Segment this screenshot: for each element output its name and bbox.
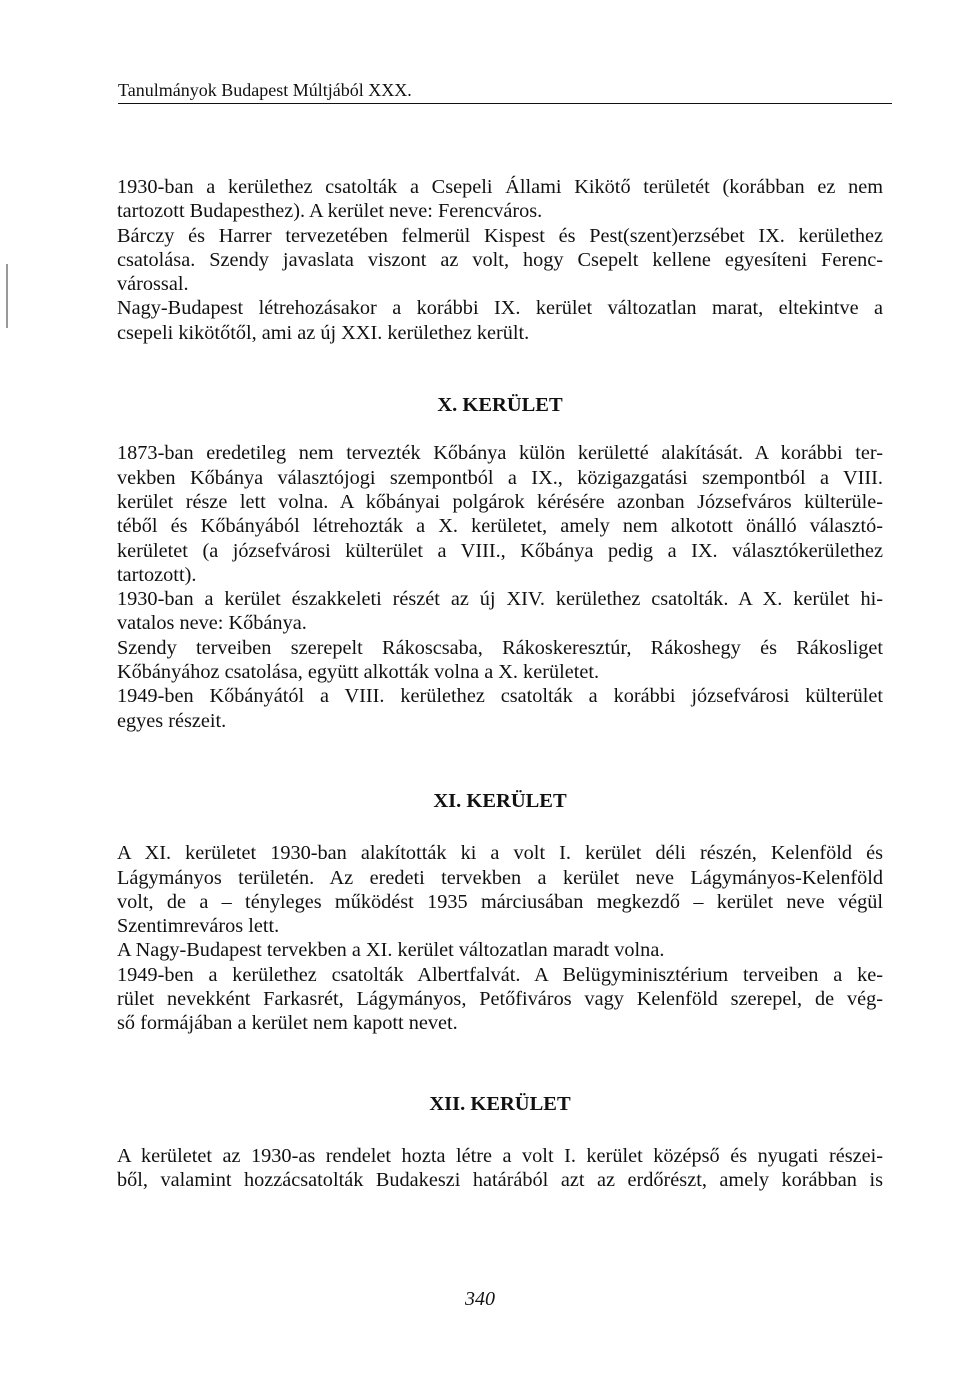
text-line: kerület része lett volna. A kőbányai polgárok kérésére azonban Józsefváros külterüle- [117,490,883,513]
text-line: tartozott Budapesthez). A kerület neve: Ferencváros. [117,200,543,223]
section [117,733,883,1036]
text-line: Bárczy és Harrer tervezetében felmerül Kispest és Pest(szent)erzsébet IX. kerülethez [117,224,883,247]
text-line: ső formájában a kerület nem kapott nevet. [117,1012,458,1035]
heading-spacer [117,813,883,841]
text-line: egyes részeit. [117,709,227,732]
running-title: Tanulmányok Budapest Múltjából XXX. [118,80,412,100]
scan-margin-mark [6,264,8,328]
page-footer [0,1288,960,1311]
section-spacer [117,733,883,789]
text-line: 1949-ben Kőbányától a VIII. kerülethez csatolták a korábbi józsefvárosi külterület [117,685,883,708]
section [117,345,883,733]
text-line: 1930-ban a kerülethez csatolták a Csepeli Állami Kikötő területét (korábban ez nem [117,176,883,198]
text-line: tartozott). [117,563,197,586]
page-body [117,175,883,1193]
text-line: volt, de a – tényleges működést 1935 márciusában megkezdő – kerület neve végül [117,890,883,913]
text-line: Szentimreváros lett. [117,915,280,938]
text-line: vatalos neve: Kőbánya. [117,612,307,635]
text-line: téből és Kőbányából létrehozták a X. kerületet, amely nem alkotott önálló választó- [117,515,883,538]
text-line: 1949-ben a kerülethez csatolták Albertfalvát. A Belügyminisztérium terveiben a ke- [117,963,883,986]
text-line: A kerületet az 1930-as rendelet hozta létre a volt I. kerület középső és nyugati részei- [117,1144,883,1167]
text-line: várossal. [117,273,189,296]
text-line: 1930-ban a kerület északkeleti részét az új XIV. kerülethez csatolták. A X. kerület hi- [117,588,883,611]
text-line: Szendy terveiben szerepelt Rákoscsaba, Rákoskeresztúr, Rákoshegy és Rákosliget [117,636,883,659]
text-line: csatolása. Szendy javaslata viszont az volt, hogy Csepelt kellene egyesíteni Ferenc- [117,248,883,271]
text-line: Lágymányos területén. Az eredeti tervekben a kerület neve Lágymányos-Kelenföld [117,866,883,889]
section-heading: X. KERÜLET [437,394,563,417]
text-line: Nagy-Budapest létrehozásakor a korábbi IX. kerület változatlan marat, eltekintve a [117,297,883,320]
heading-spacer [117,417,883,441]
text-line: vekben Kőbánya választójogi szempontból a IX., közigazgatási szempontból a VIII. [117,466,883,489]
text-line: A Nagy-Budapest tervekben a XI. kerület változatlan maradt volna. [117,939,665,962]
text-line: Kőbányához csatolása, együtt alkották volna a X. kerületet. [117,661,600,684]
heading-spacer [117,1116,883,1144]
text-line: csepeli kikötőtől, ami az új XXI. kerülethez került. [117,321,530,344]
section [117,175,883,345]
text-line: 1873-ban eredetileg nem tervezték Kőbánya külön kerületté alakítását. A korábbi ter- [117,442,883,465]
running-header [118,78,892,104]
section [117,1036,883,1193]
text-line: A XI. kerületet 1930-ban alakították ki a volt I. kerület déli részén, Kelenföld és [117,842,883,865]
section-spacer [117,1036,883,1092]
section-heading: XII. KERÜLET [429,1092,571,1115]
section-heading: XI. KERÜLET [433,789,567,812]
page-number: 340 [465,1288,495,1310]
section-spacer [117,345,883,393]
text-line: ből, valamint hozzácsatolták Budakeszi határából azt az erdőrészt, amely korábban is [117,1169,883,1192]
text-line: rület nevekként Farkasrét, Lágymányos, Petőfiváros vagy Kelenföld szerepel, de vég- [117,988,883,1011]
text-line: kerületet (a józsefvárosi külterület a VIII., Kőbánya pedig a IX. választókerülethez [117,539,883,562]
